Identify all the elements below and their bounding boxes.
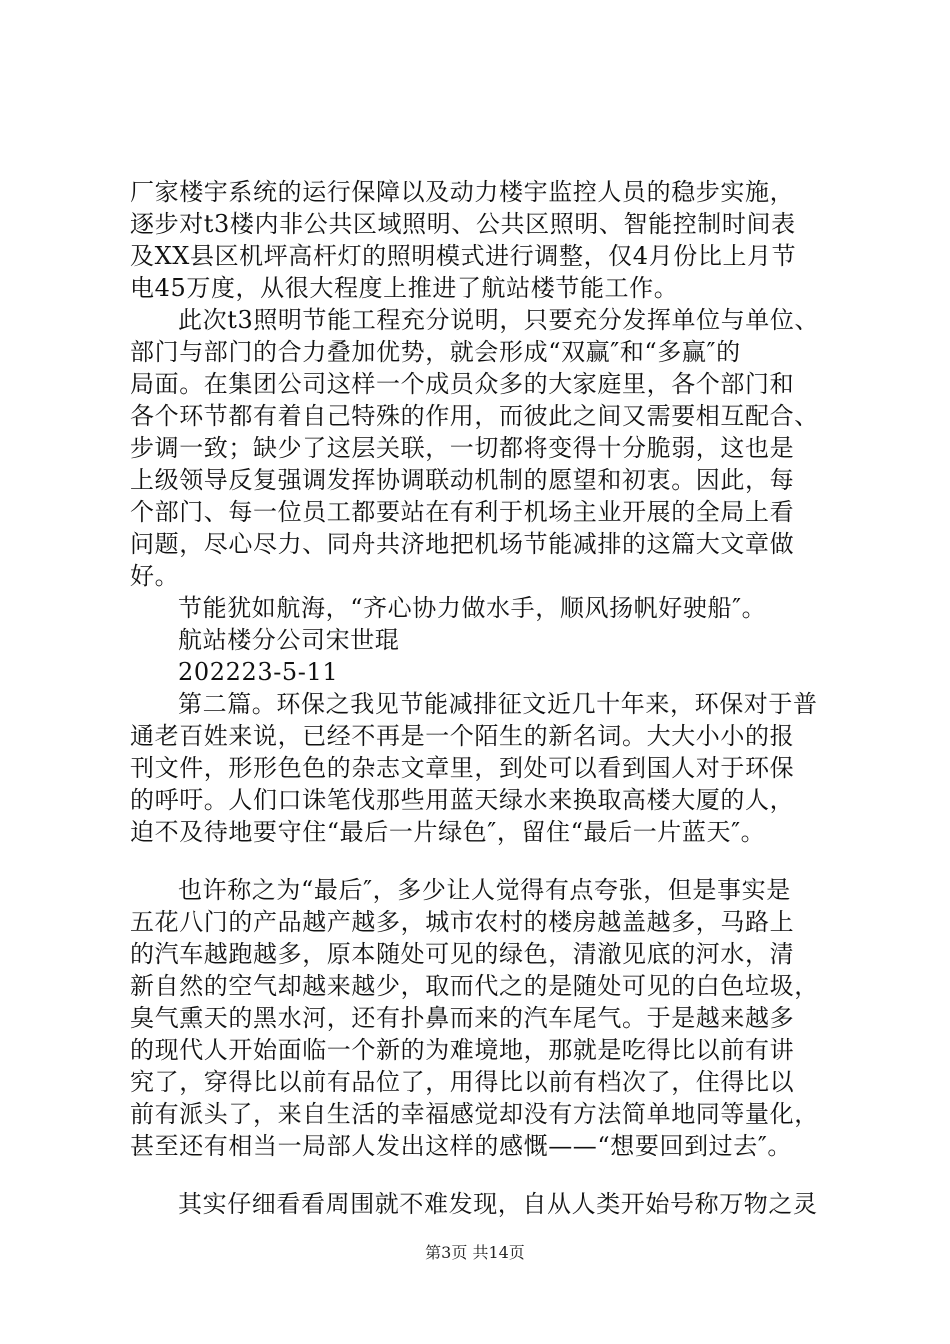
paragraph-start: 也许称之为“最后″，多少让人觉得有点夸张，但是事实是: [178, 876, 791, 904]
text-line: 上级领导反复强调发挥协调联动机制的愿望和初衷。因此，每: [130, 466, 795, 494]
text-line: 的汽车越跑越多，原本随处可见的绿色，清澈见底的河水，清: [130, 940, 795, 968]
section-heading: 第二篇。环保之我见节能减排征文近几十年来，环保对于普: [178, 690, 818, 718]
text-line: 部门与部门的合力叠加优势，就会形成“双赢″和“多赢″的: [130, 338, 741, 366]
paragraph-start: 其实仔细看看周围就不难发现，自从人类开始号称万物之灵: [178, 1190, 818, 1218]
text-line: 步调一致；缺少了这层关联，一切都将变得十分脆弱，这也是: [130, 434, 795, 462]
text-line: 新自然的空气却越来越少，取而代之的是随处可见的白色垃圾，: [130, 972, 819, 1000]
text-line: 的呼吁。人们口诛笔伐那些用蓝天绿水来换取高楼大厦的人，: [130, 786, 795, 814]
text-line: 臭气熏天的黑水河，还有扑鼻而来的汽车尾气。于是越来越多: [130, 1004, 795, 1032]
text-line: 及XX县区机坪高杆灯的照明模式进行调整，仅4月份比上月节: [130, 242, 797, 270]
text-line: 好。: [130, 562, 180, 590]
page-number-footer: 第3页 共14页: [425, 1243, 525, 1262]
text-line: 逐步对t3楼内非公共区域照明、公共区照明、智能控制时间表: [130, 210, 796, 238]
text-line: 迫不及待地要守住“最后一片绿色″，留住“最后一片蓝天″。: [130, 818, 766, 846]
text-line: 五花八门的产品越产越多，城市农村的楼房越盖越多，马路上: [130, 908, 795, 936]
text-line: 的现代人开始面临一个新的为难境地，那就是吃得比以前有讲: [130, 1036, 795, 1064]
text-line: 厂家楼宇系统的运行保障以及动力楼宇监控人员的稳步实施，: [130, 178, 795, 206]
paragraph-start: 此次t3照明节能工程充分说明，只要充分发挥单位与单位、: [178, 306, 820, 334]
text-line: 究了，穿得比以前有品位了，用得比以前有档次了，住得比以: [130, 1068, 795, 1096]
date-line: 202223-5-11: [178, 658, 339, 686]
text-line: 个部门、每一位员工都要站在有利于机场主业开展的全局上看: [130, 498, 795, 526]
text-line: 电45万度，从很大程度上推进了航站楼节能工作。: [130, 274, 679, 302]
text-line: 问题，尽心尽力、同舟共济地把机场节能减排的这篇大文章做: [130, 530, 795, 558]
text-line: 甚至还有相当一局部人发出这样的感慨——“想要回到过去″。: [130, 1132, 793, 1160]
text-line: 刊文件，形形色色的杂志文章里，到处可以看到国人对于环保: [130, 754, 795, 782]
text-line: 局面。在集团公司这样一个成员众多的大家庭里，各个部门和: [130, 370, 795, 398]
text-line: 前有派头了，来自生活的幸福感觉却没有方法简单地同等量化，: [130, 1100, 819, 1128]
motto-line: 节能犹如航海，“齐心协力做水手，顺风扬帆好驶船″。: [178, 594, 767, 622]
text-line: 通老百姓来说，已经不再是一个陌生的新名词。大大小小的报: [130, 722, 795, 750]
text-line: 各个环节都有着自己特殊的作用，而彼此之间又需要相互配合、: [130, 402, 819, 430]
author-signature: 航站楼分公司宋世琨: [178, 626, 400, 654]
